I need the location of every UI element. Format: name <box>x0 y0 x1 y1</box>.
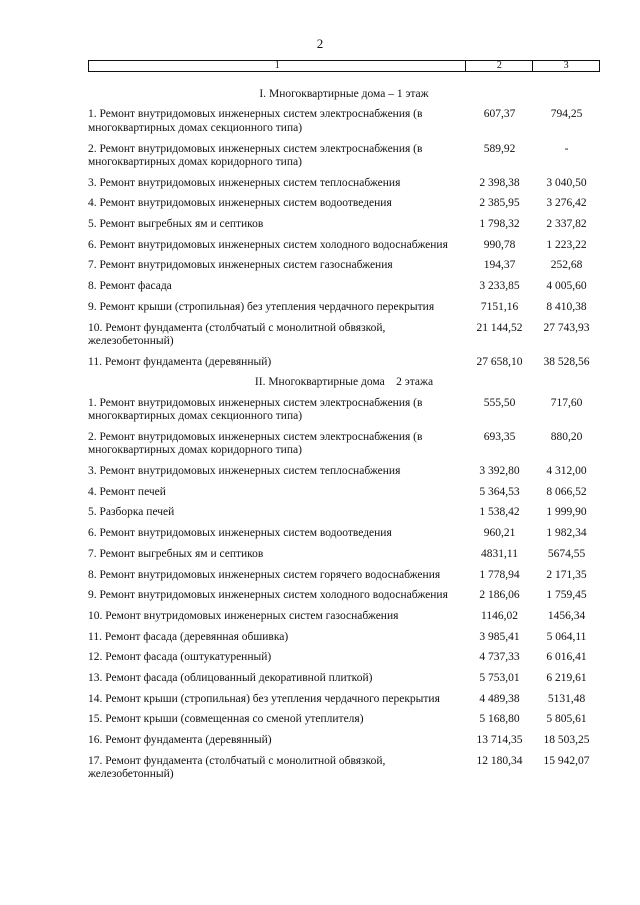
row-value-col-3: 1 759,45 <box>546 589 587 602</box>
row-value-col-3: - <box>564 142 569 155</box>
row-value-col-2: 990,78 <box>483 238 516 251</box>
row-name: 7. Ремонт выгребных ям и септиков <box>88 547 264 560</box>
table-row <box>88 322 600 349</box>
table-row <box>88 280 600 293</box>
row-name: 3. Ремонт внутридомовых инженерных систем теплоснабжения <box>88 464 401 477</box>
table-row <box>88 397 600 424</box>
row-value-col-2: 5 364,53 <box>479 485 520 498</box>
row-name: 14. Ремонт крыши (стропильная) без утепления чердачного перекрытия <box>88 692 440 705</box>
row-name: 15. Ремонт крыши (совмещенная со сменой утеплителя) <box>88 713 364 726</box>
row-value-col-3: 3 276,42 <box>546 197 587 210</box>
row-name: 5. Ремонт выгребных ям и септиков <box>88 218 264 231</box>
row-value-col-2: 555,50 <box>483 396 516 409</box>
table-row <box>88 506 600 519</box>
row-value-col-3: 1456,34 <box>547 609 586 622</box>
row-name: 10. Ремонт внутридомовых инженерных систем газоснабжения <box>88 609 399 622</box>
row-value-col-3: 1 982,34 <box>546 527 587 540</box>
row-name: 9. Ремонт крыши (стропильная) без утепления чердачного перекрытия <box>88 300 435 313</box>
table-row <box>88 631 600 644</box>
row-value-col-3: 3 040,50 <box>546 176 587 189</box>
row-value-col-2: 4 489,38 <box>479 692 520 705</box>
table-row <box>88 108 600 135</box>
row-name: 16. Ремонт фундамента (деревянный) <box>88 734 272 747</box>
table-row <box>88 569 600 582</box>
table-row <box>88 651 600 664</box>
table-row <box>88 301 600 314</box>
row-value-col-3: 880,20 <box>550 430 583 443</box>
table-row <box>88 610 600 623</box>
table-header <box>88 60 600 72</box>
row-value-col-2: 2 385,95 <box>479 197 520 210</box>
row-name: 5. Разборка печей <box>88 506 175 519</box>
row-value-col-3: 27 743,93 <box>543 321 590 334</box>
row-value-col-2: 1 778,94 <box>479 568 520 581</box>
table-row <box>88 356 600 369</box>
row-name: 2. Ремонт внутридомовых инженерных систем электроснабжения (в многоквартирных домах коридорного типа) <box>88 142 423 168</box>
row-value-col-3: 6 219,61 <box>546 672 587 685</box>
row-name: 9. Ремонт внутридомовых инженерных систем холодного водоснабжения <box>88 589 448 602</box>
table-row <box>88 672 600 685</box>
table-row <box>88 486 600 499</box>
row-name: 10. Ремонт фундамента (столбчатый с монолитной обвязкой, железобетонный) <box>88 321 386 347</box>
row-value-col-2: 7151,16 <box>480 300 519 313</box>
table-row <box>88 589 600 602</box>
row-value-col-2: 21 144,52 <box>476 321 523 334</box>
row-value-col-2: 607,37 <box>483 108 516 121</box>
row-value-col-2: 12 180,34 <box>476 754 523 767</box>
table-row <box>88 527 600 540</box>
table-row <box>88 755 600 782</box>
row-value-col-3: 1 999,90 <box>546 506 587 519</box>
row-name: 17. Ремонт фундамента (столбчатый с монолитной обвязкой, железобетонный) <box>88 754 386 781</box>
table-row <box>88 548 600 561</box>
header-col-3: 3 <box>533 61 600 72</box>
row-name: 4. Ремонт внутридомовых инженерных систем водоотведения <box>88 197 392 210</box>
row-value-col-2: 194,37 <box>483 259 516 272</box>
table-body <box>88 82 600 789</box>
row-value-col-2: 3 392,80 <box>479 464 520 477</box>
row-name: 8. Ремонт фасада <box>88 280 172 293</box>
row-value-col-2: 2 186,06 <box>479 589 520 602</box>
row-value-col-3: 717,60 <box>550 396 583 409</box>
row-value-col-3: 4 312,00 <box>546 464 587 477</box>
row-value-col-3: 1 223,22 <box>546 238 587 251</box>
row-value-col-2: 3 985,41 <box>479 630 520 643</box>
table-row <box>88 431 600 458</box>
row-value-col-3: 8 066,52 <box>546 485 587 498</box>
row-value-col-3: 8 410,38 <box>546 300 587 313</box>
table-row <box>88 693 600 706</box>
row-value-col-3: 18 503,25 <box>543 734 590 747</box>
row-value-col-3: 4 005,60 <box>546 280 587 293</box>
row-value-col-2: 2 398,38 <box>479 176 520 189</box>
section-title: II. Многоквартирные дома 2 этажа <box>254 376 434 389</box>
row-name: 6. Ремонт внутридомовых инженерных систем водоотведения <box>88 527 392 540</box>
row-value-col-3: 15 942,07 <box>543 754 590 767</box>
row-value-col-2: 4831,11 <box>481 547 518 560</box>
row-name: 13. Ремонт фасада (облицованный декоративной плиткой) <box>88 672 373 685</box>
row-value-col-3: 38 528,56 <box>543 355 590 368</box>
row-name: 1. Ремонт внутридомовых инженерных систем электроснабжения (в многоквартирных домах секционного типа) <box>88 108 423 134</box>
section-1 <box>88 88 600 369</box>
section-2 <box>88 376 600 781</box>
row-value-col-3: 5674,55 <box>547 547 586 560</box>
row-value-col-3: 2 337,82 <box>546 218 587 231</box>
row-value-col-2: 589,92 <box>483 142 516 155</box>
row-value-col-2: 693,35 <box>483 430 516 443</box>
row-value-col-3: 6 016,41 <box>546 651 587 664</box>
table-row <box>88 143 600 170</box>
header-col-1: 1 <box>89 61 466 72</box>
row-value-col-2: 13 714,35 <box>476 734 523 747</box>
row-value-col-3: 5131,48 <box>547 692 586 705</box>
row-name: 7. Ремонт внутридомовых инженерных систем газоснабжения <box>88 259 393 272</box>
row-value-col-3: 794,25 <box>550 108 583 121</box>
table-row <box>88 734 600 747</box>
table-row <box>88 177 600 190</box>
header-col-2: 2 <box>466 61 533 72</box>
row-name: 12. Ремонт фасада (оштукатуренный) <box>88 651 272 664</box>
row-value-col-3: 2 171,35 <box>546 568 587 581</box>
row-value-col-2: 5 753,01 <box>479 672 520 685</box>
row-value-col-2: 5 168,80 <box>479 713 520 726</box>
row-name: 6. Ремонт внутридомовых инженерных систем холодного водоснабжения <box>88 238 448 251</box>
row-value-col-3: 5 805,61 <box>546 713 587 726</box>
row-name: 11. Ремонт фасада (деревянная обшивка) <box>88 630 289 643</box>
row-name: 4. Ремонт печей <box>88 485 166 498</box>
row-value-col-2: 960,21 <box>483 527 516 540</box>
table-row <box>88 465 600 478</box>
row-value-col-3: 252,68 <box>550 259 583 272</box>
row-value-col-2: 1 798,32 <box>479 218 520 231</box>
table-row <box>88 713 600 726</box>
row-name: 11. Ремонт фундамента (деревянный) <box>88 355 272 368</box>
table-row <box>88 239 600 252</box>
table-row <box>88 259 600 272</box>
row-name: 1. Ремонт внутридомовых инженерных систем электроснабжения (в многоквартирных домах секционного типа) <box>88 396 423 423</box>
table-row <box>88 197 600 210</box>
row-value-col-2: 4 737,33 <box>479 651 520 664</box>
row-value-col-2: 27 658,10 <box>476 355 523 368</box>
row-name: 8. Ремонт внутридомовых инженерных систем горячего водоснабжения <box>88 568 441 581</box>
row-value-col-2: 1 538,42 <box>479 506 520 519</box>
row-value-col-2: 3 233,85 <box>479 280 520 293</box>
row-name: 2. Ремонт внутридомовых инженерных систем электроснабжения (в многоквартирных домах коридорного типа) <box>88 430 423 457</box>
row-name: 3. Ремонт внутридомовых инженерных систем теплоснабжения <box>88 176 401 189</box>
table-row <box>88 218 600 231</box>
row-value-col-3: 5 064,11 <box>546 630 587 643</box>
section-title: I. Многоквартирные дома – 1 этаж <box>259 88 429 100</box>
row-value-col-2: 1146,02 <box>481 609 518 622</box>
page-number: 2 <box>316 36 324 51</box>
